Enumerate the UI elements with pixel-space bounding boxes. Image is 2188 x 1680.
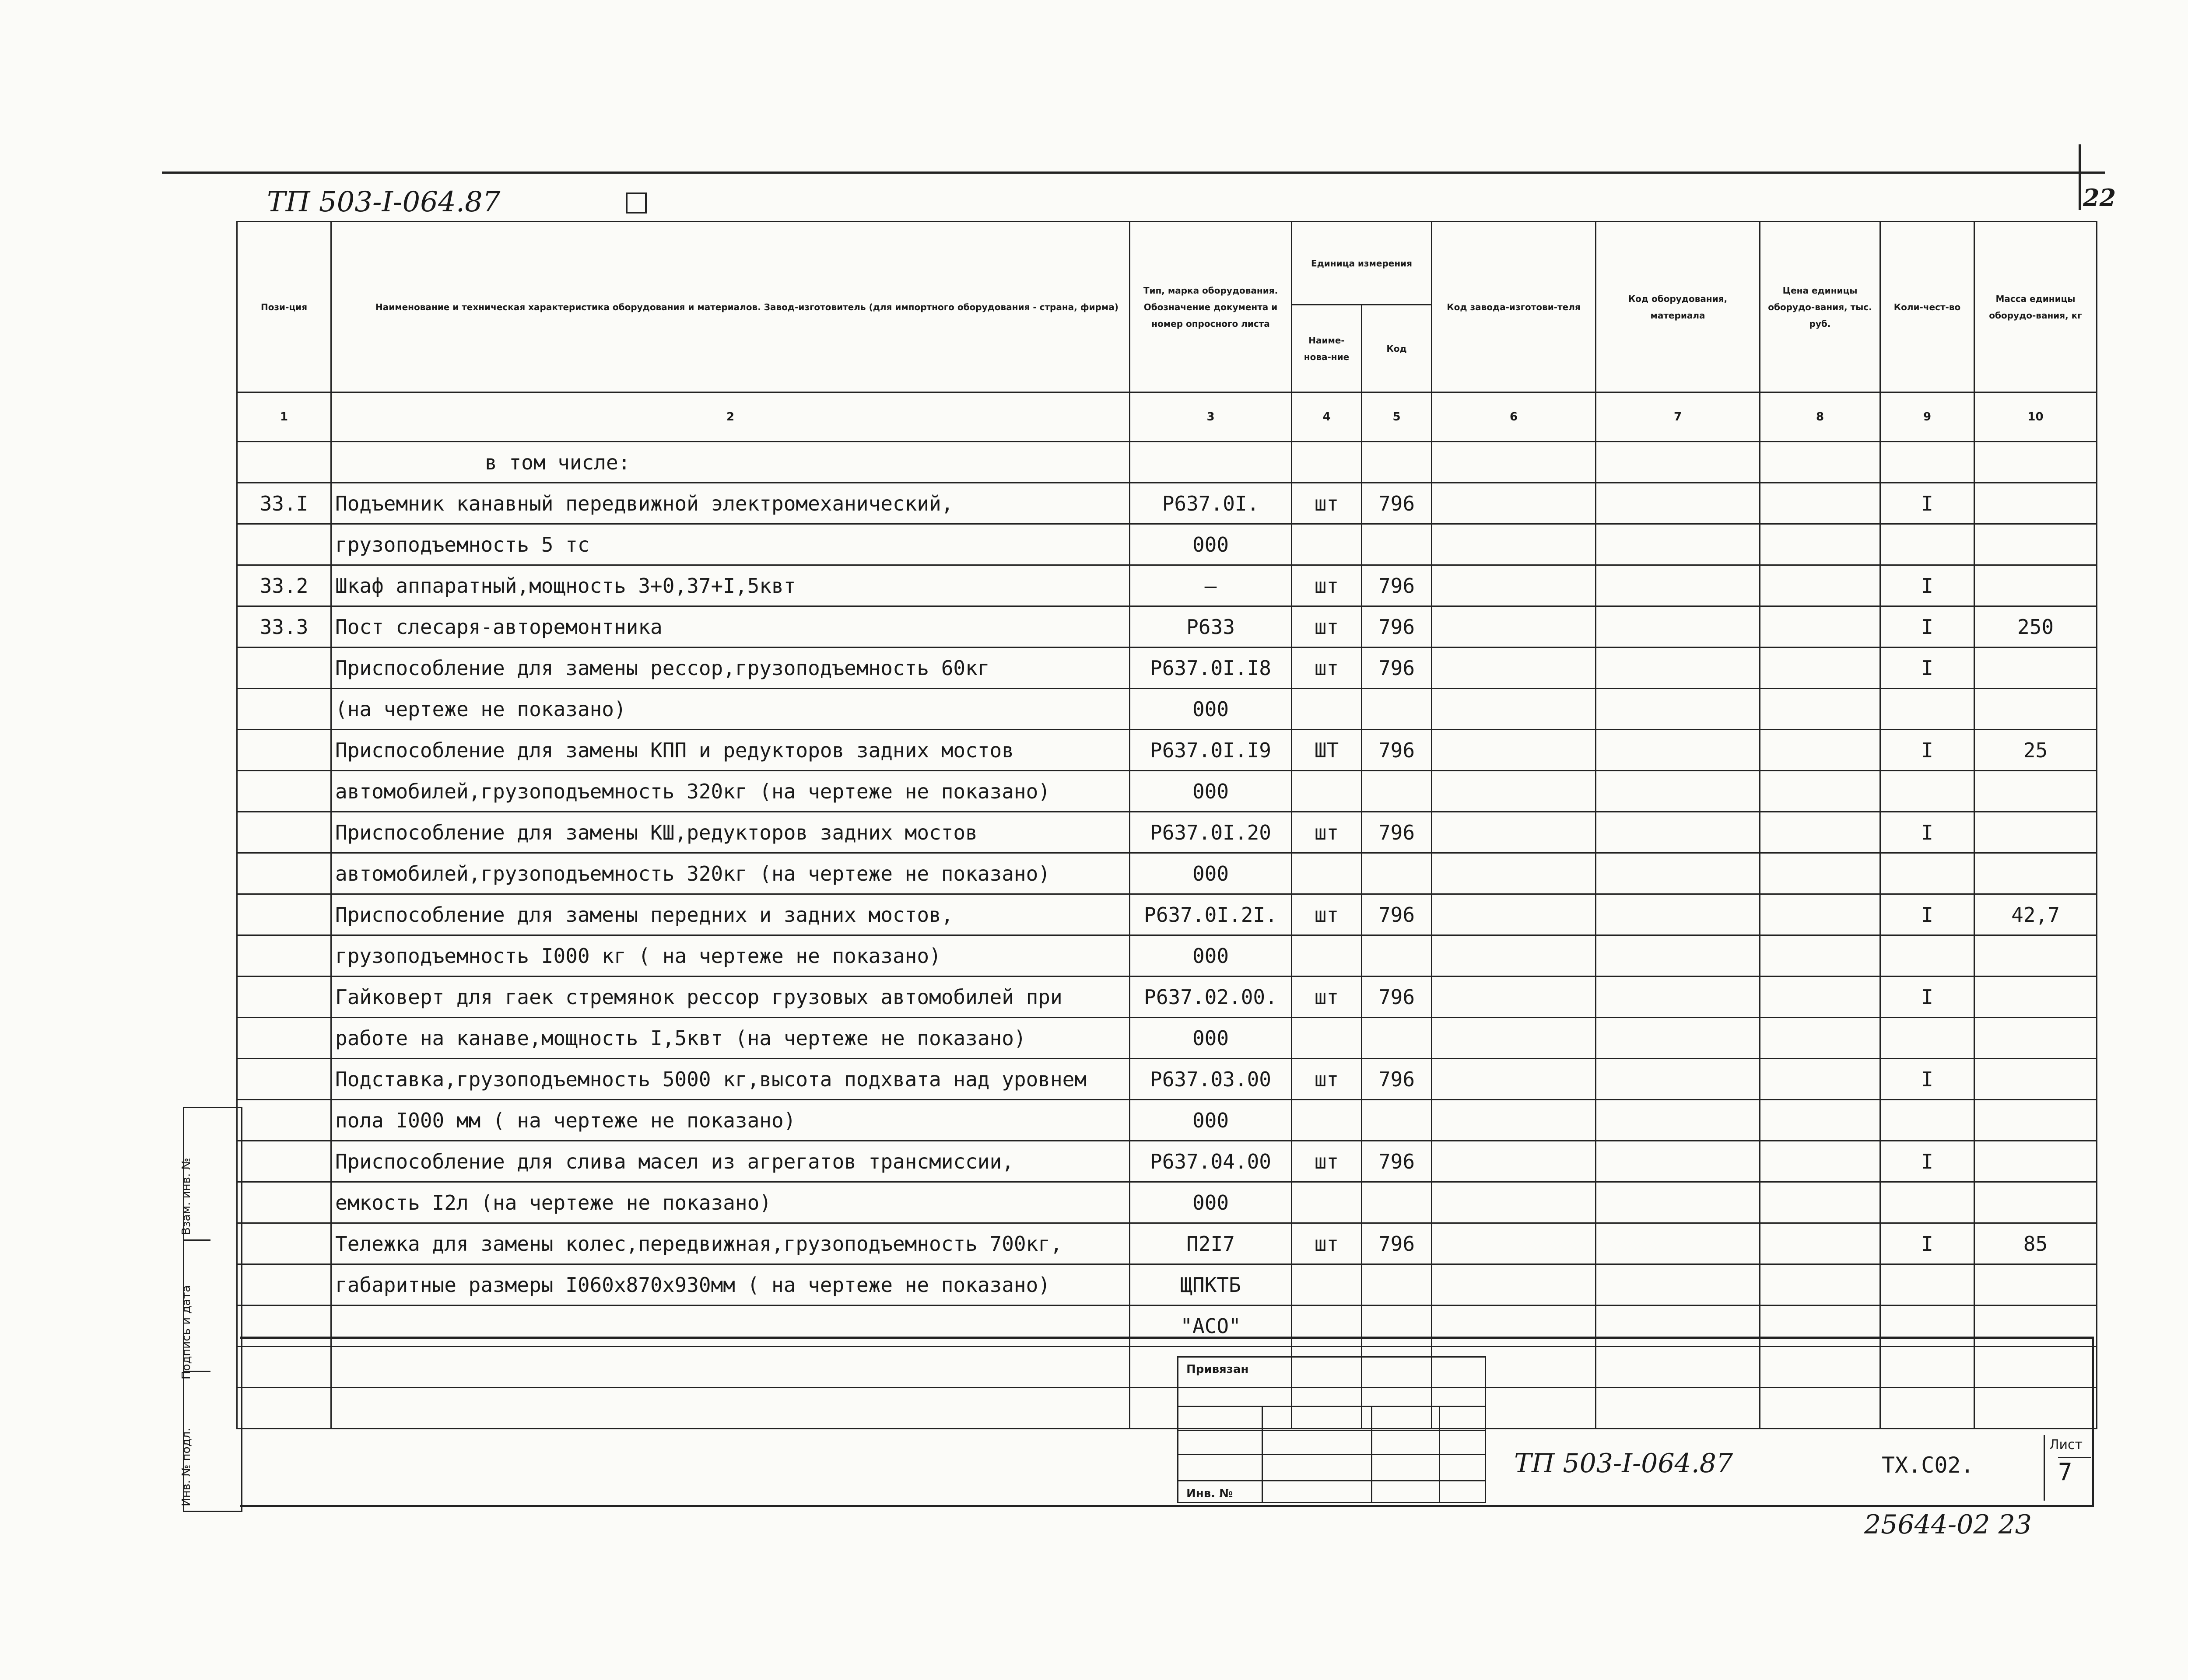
cell-factory-code xyxy=(1432,1059,1596,1100)
col-number: 1 xyxy=(237,392,331,442)
cell-factory-code xyxy=(1432,812,1596,853)
table-row xyxy=(237,1141,2097,1182)
cell-unit: шт xyxy=(1292,1059,1362,1100)
table-row xyxy=(237,606,2097,648)
col-header-factory-code: Код завода-изготови-теля xyxy=(1432,222,1596,392)
cell-quantity xyxy=(1880,1100,1974,1141)
cell-factory-code xyxy=(1432,1018,1596,1059)
top-frame-line xyxy=(162,172,2105,174)
cell-equipment-code xyxy=(1596,1223,1760,1264)
cell-price xyxy=(1760,483,1880,524)
cell-factory-code xyxy=(1432,894,1596,935)
cell-type: ЩПКТБ xyxy=(1130,1264,1292,1306)
cell-position xyxy=(237,976,331,1018)
cell-unit xyxy=(1292,1018,1362,1059)
cell-mass xyxy=(1974,771,2097,812)
col-number: 7 xyxy=(1596,392,1760,442)
col-header-name: Наименование и техническая характеристика оборудования и материалов. Завод-изготовитель (для импортного оборудования - страна, фирма) xyxy=(331,222,1130,392)
cell-quantity: I xyxy=(1880,1223,1974,1264)
cell-quantity: I xyxy=(1880,1141,1974,1182)
cell-mass: 42,7 xyxy=(1974,894,2097,935)
cell-unit xyxy=(1292,771,1362,812)
cell-factory-code xyxy=(1432,935,1596,976)
side-stamp xyxy=(180,1107,242,1512)
cell-type: Р633 xyxy=(1130,606,1292,648)
table-row xyxy=(237,648,2097,689)
cell-quantity xyxy=(1880,524,1974,565)
cell-mass: 85 xyxy=(1974,1223,2097,1264)
cell-price xyxy=(1760,976,1880,1018)
cell-mass xyxy=(1974,1264,2097,1306)
cell-unit xyxy=(1292,853,1362,894)
table-row xyxy=(237,771,2097,812)
cell-unit-code: 796 xyxy=(1362,730,1432,771)
col-header-price: Цена единицы оборудо-вания, тыс. руб. xyxy=(1760,222,1880,392)
cell-price xyxy=(1760,894,1880,935)
cell-mass xyxy=(1974,812,2097,853)
cell-unit-code xyxy=(1362,935,1432,976)
cell-unit-code: 796 xyxy=(1362,812,1432,853)
cell-quantity: I xyxy=(1880,565,1974,606)
cell-type: 000 xyxy=(1130,689,1292,730)
cell-equipment-code xyxy=(1596,976,1760,1018)
cell-mass xyxy=(1974,976,2097,1018)
cell-unit-code: 796 xyxy=(1362,565,1432,606)
column-number-row xyxy=(237,392,2097,442)
table-row xyxy=(237,853,2097,894)
cell-unit-code: 796 xyxy=(1362,894,1432,935)
cell-mass: 250 xyxy=(1974,606,2097,648)
cell-unit: шт xyxy=(1292,976,1362,1018)
cell-unit xyxy=(1292,689,1362,730)
cell-name: емкость I2л (на чертеже не показано) xyxy=(331,1182,1130,1223)
cell-type: 000 xyxy=(1130,935,1292,976)
cell-price xyxy=(1760,1223,1880,1264)
cell-price xyxy=(1760,730,1880,771)
cell-factory-code xyxy=(1432,524,1596,565)
cell-position xyxy=(237,1182,331,1223)
cell-mass xyxy=(1974,483,2097,524)
cell-quantity: I xyxy=(1880,730,1974,771)
sheet-number: 7 xyxy=(2058,1457,2091,1486)
cell-unit-code xyxy=(1362,1264,1432,1306)
sheet-label: Лист xyxy=(2049,1437,2083,1452)
cell-type xyxy=(1130,442,1292,483)
cell-factory-code xyxy=(1432,689,1596,730)
cell-price xyxy=(1760,1264,1880,1306)
table-row xyxy=(237,442,2097,483)
cell-factory-code xyxy=(1432,1223,1596,1264)
cell-equipment-code xyxy=(1596,606,1760,648)
right-frame-line xyxy=(2079,144,2081,210)
col-header-mass: Масса единицы оборудо-вания, кг xyxy=(1974,222,2097,392)
col-header-unit-group: Единица измерения xyxy=(1292,222,1432,305)
cell-mass xyxy=(1974,648,2097,689)
specification-table xyxy=(236,221,2097,1429)
cell-equipment-code xyxy=(1596,1264,1760,1306)
cell-factory-code xyxy=(1432,565,1596,606)
cell-position xyxy=(237,1223,331,1264)
table-row xyxy=(237,483,2097,524)
col-number: 3 xyxy=(1130,392,1292,442)
table-row xyxy=(237,1018,2097,1059)
cell-type: – xyxy=(1130,565,1292,606)
cell-quantity xyxy=(1880,1264,1974,1306)
cell-factory-code xyxy=(1432,771,1596,812)
cell-factory-code xyxy=(1432,1100,1596,1141)
cell-quantity: I xyxy=(1880,483,1974,524)
cell-unit xyxy=(1292,1264,1362,1306)
cell-unit-code: 796 xyxy=(1362,483,1432,524)
col-number: 8 xyxy=(1760,392,1880,442)
cell-unit-code xyxy=(1362,1018,1432,1059)
cell-position xyxy=(237,812,331,853)
cell-name: габаритные размеры I060x870x930мм ( на чертеже не показано) xyxy=(331,1264,1130,1306)
cell-factory-code xyxy=(1432,606,1596,648)
approval-inv: Инв. № xyxy=(1186,1487,1233,1500)
cell-quantity xyxy=(1880,442,1974,483)
cell-price xyxy=(1760,1100,1880,1141)
table-row xyxy=(237,976,2097,1018)
cell-name: Подъемник канавный передвижной электромеханический, xyxy=(331,483,1130,524)
cell-unit: шт xyxy=(1292,1223,1362,1264)
cell-price xyxy=(1760,1018,1880,1059)
sheet-number-top: 22 xyxy=(2083,184,2116,212)
cell-type: Р637.04.00 xyxy=(1130,1141,1292,1182)
cell-position xyxy=(237,771,331,812)
cell-unit-code: 796 xyxy=(1362,1141,1432,1182)
cell-price xyxy=(1760,853,1880,894)
cell-factory-code xyxy=(1432,976,1596,1018)
cell-price xyxy=(1760,1059,1880,1100)
col-header-unit-code: Код xyxy=(1362,305,1432,392)
cell-mass xyxy=(1974,853,2097,894)
cell-quantity xyxy=(1880,853,1974,894)
cell-unit-code xyxy=(1362,853,1432,894)
cell-position xyxy=(237,689,331,730)
side-stamp-podpis: Подпись и дата xyxy=(180,1285,193,1379)
cell-name: (на чертеже не показано) xyxy=(331,689,1130,730)
cell-name: пола I000 мм ( на чертеже не показано) xyxy=(331,1100,1130,1141)
approval-stamp xyxy=(1177,1356,1486,1503)
cell-price xyxy=(1760,771,1880,812)
cell-factory-code xyxy=(1432,1182,1596,1223)
cell-type: Р637.0I.I8 xyxy=(1130,648,1292,689)
cell-position xyxy=(237,894,331,935)
cell-price xyxy=(1760,648,1880,689)
cell-equipment-code xyxy=(1596,853,1760,894)
cell-mass xyxy=(1974,1100,2097,1141)
cell-equipment-code xyxy=(1596,524,1760,565)
cell-unit-code xyxy=(1362,524,1432,565)
table-row xyxy=(237,894,2097,935)
cell-name: автомобилей,грузоподъемность 320кг (на чертеже не показано) xyxy=(331,853,1130,894)
side-stamp-vzam: Взам. инв. № xyxy=(180,1158,193,1235)
cell-price xyxy=(1760,812,1880,853)
cell-price xyxy=(1760,524,1880,565)
cell-equipment-code xyxy=(1596,483,1760,524)
cell-unit xyxy=(1292,1100,1362,1141)
cell-mass xyxy=(1974,442,2097,483)
cell-price xyxy=(1760,1141,1880,1182)
table-row xyxy=(237,1264,2097,1306)
cell-factory-code xyxy=(1432,730,1596,771)
cell-quantity: I xyxy=(1880,606,1974,648)
col-number: 2 xyxy=(331,392,1130,442)
cell-type: П2I7 xyxy=(1130,1223,1292,1264)
cell-price xyxy=(1760,935,1880,976)
cell-factory-code xyxy=(1432,648,1596,689)
cell-unit: ШТ xyxy=(1292,730,1362,771)
cell-factory-code xyxy=(1432,483,1596,524)
cell-mass xyxy=(1974,689,2097,730)
cell-mass xyxy=(1974,935,2097,976)
col-number: 9 xyxy=(1880,392,1974,442)
cell-unit-code: 796 xyxy=(1362,1223,1432,1264)
cell-mass xyxy=(1974,524,2097,565)
table-row xyxy=(237,565,2097,606)
col-number: 5 xyxy=(1362,392,1432,442)
cell-type: "АСО" xyxy=(1130,1306,1292,1347)
title-block-frame xyxy=(240,1337,2094,1507)
cell-mass xyxy=(1974,1141,2097,1182)
cell-unit-code: 796 xyxy=(1362,976,1432,1018)
cell-position xyxy=(237,1264,331,1306)
table-row xyxy=(237,935,2097,976)
col-header-equipment-code: Код оборудования, материала xyxy=(1596,222,1760,392)
table-row xyxy=(237,730,2097,771)
cell-unit-code: 796 xyxy=(1362,606,1432,648)
cell-unit-code xyxy=(1362,689,1432,730)
cell-unit: шт xyxy=(1292,606,1362,648)
cell-quantity xyxy=(1880,689,1974,730)
cell-position xyxy=(237,1141,331,1182)
cell-price xyxy=(1760,606,1880,648)
cell-equipment-code xyxy=(1596,1059,1760,1100)
cell-position: 33.3 xyxy=(237,606,331,648)
cell-unit: шт xyxy=(1292,483,1362,524)
cell-position xyxy=(237,524,331,565)
cell-type: 000 xyxy=(1130,771,1292,812)
col-number: 10 xyxy=(1974,392,2097,442)
table-row xyxy=(237,1182,2097,1223)
cell-type: 000 xyxy=(1130,853,1292,894)
cell-factory-code xyxy=(1432,1264,1596,1306)
cell-type: 000 xyxy=(1130,1100,1292,1141)
cell-unit-code xyxy=(1362,771,1432,812)
table-row xyxy=(237,1100,2097,1141)
cell-type: 000 xyxy=(1130,1018,1292,1059)
table-row xyxy=(237,1223,2097,1264)
cell-equipment-code xyxy=(1596,442,1760,483)
col-header-type: Тип, марка оборудования. Обозначение документа и номер опросного листа xyxy=(1130,222,1292,392)
cell-position: 33.2 xyxy=(237,565,331,606)
cell-name: Подставка,грузоподъемность 5000 кг,высота подхвата над уровнем xyxy=(331,1059,1130,1100)
col-header-unit-name: Наиме-нова-ние xyxy=(1292,305,1362,392)
cell-name: грузоподъемность 5 тс xyxy=(331,524,1130,565)
cell-name: в том числе: xyxy=(331,442,1130,483)
header-stamp-mark xyxy=(626,192,647,214)
cell-price xyxy=(1760,689,1880,730)
cell-equipment-code xyxy=(1596,730,1760,771)
col-number: 4 xyxy=(1292,392,1362,442)
cell-mass xyxy=(1974,1018,2097,1059)
cell-name: Приспособление для замены КПП и редукторов задних мостов xyxy=(331,730,1130,771)
cell-position xyxy=(237,730,331,771)
col-header-position: Пози-ция xyxy=(237,222,331,392)
cell-equipment-code xyxy=(1596,1100,1760,1141)
cell-type: Р637.0I.20 xyxy=(1130,812,1292,853)
cell-price xyxy=(1760,1182,1880,1223)
cell-quantity xyxy=(1880,1182,1974,1223)
cell-equipment-code xyxy=(1596,812,1760,853)
cell-equipment-code xyxy=(1596,1018,1760,1059)
footer-doc-code: ТП 503-I-064.87 xyxy=(1514,1448,1733,1479)
cell-price xyxy=(1760,442,1880,483)
cell-quantity: I xyxy=(1880,1059,1974,1100)
header-doc-code: ТП 503-I-064.87 xyxy=(267,186,501,218)
cell-position xyxy=(237,935,331,976)
cell-name: работе на канаве,мощность I,5квт (на чертеже не показано) xyxy=(331,1018,1130,1059)
cell-unit xyxy=(1292,524,1362,565)
cell-mass xyxy=(1974,1059,2097,1100)
cell-type: Р637.03.00 xyxy=(1130,1059,1292,1100)
cell-mass xyxy=(1974,565,2097,606)
approval-title: Привязан xyxy=(1186,1363,1249,1376)
cell-quantity: I xyxy=(1880,648,1974,689)
cell-factory-code xyxy=(1432,1141,1596,1182)
cell-equipment-code xyxy=(1596,565,1760,606)
table-body xyxy=(237,442,2097,1429)
cell-unit: шт xyxy=(1292,1141,1362,1182)
cell-position xyxy=(237,1059,331,1100)
cell-position: 33.I xyxy=(237,483,331,524)
cell-name: Приспособление для замены рессор,грузоподъемность 60кг xyxy=(331,648,1130,689)
cell-unit xyxy=(1292,1182,1362,1223)
cell-unit-code xyxy=(1362,442,1432,483)
cell-mass xyxy=(1974,1182,2097,1223)
table-row xyxy=(237,1059,2097,1100)
cell-quantity xyxy=(1880,771,1974,812)
cell-factory-code xyxy=(1432,442,1596,483)
cell-name: Гайковерт для гаек стремянок рессор грузовых автомобилей при xyxy=(331,976,1130,1018)
cell-equipment-code xyxy=(1596,689,1760,730)
cell-type: Р637.0I.I9 xyxy=(1130,730,1292,771)
cell-unit-code xyxy=(1362,1100,1432,1141)
cell-unit: шт xyxy=(1292,648,1362,689)
cell-unit xyxy=(1292,442,1362,483)
cell-position xyxy=(237,648,331,689)
cell-type: 000 xyxy=(1130,1182,1292,1223)
table-row xyxy=(237,524,2097,565)
cell-type: Р637.02.00. xyxy=(1130,976,1292,1018)
cell-name: Пост слесаря-авторемонтника xyxy=(331,606,1130,648)
cell-name: Приспособление для замены КШ,редукторов задних мостов xyxy=(331,812,1130,853)
cell-name: автомобилей,грузоподъемность 320кг (на чертеже не показано) xyxy=(331,771,1130,812)
cell-quantity xyxy=(1880,1018,1974,1059)
cell-equipment-code xyxy=(1596,648,1760,689)
cell-equipment-code xyxy=(1596,1182,1760,1223)
cell-name: Приспособление для слива масел из агрегатов трансмиссии, xyxy=(331,1141,1130,1182)
cell-unit xyxy=(1292,935,1362,976)
table-row xyxy=(237,689,2097,730)
cell-unit-code xyxy=(1362,1182,1432,1223)
cell-factory-code xyxy=(1432,853,1596,894)
cell-unit-code: 796 xyxy=(1362,648,1432,689)
cell-type: Р637.0I. xyxy=(1130,483,1292,524)
table-row xyxy=(237,812,2097,853)
cell-equipment-code xyxy=(1596,894,1760,935)
side-stamp-inv-podl: Инв. № подл. xyxy=(180,1428,193,1506)
footer-doc-tx: ТХ.С02. xyxy=(1882,1452,1974,1478)
cell-position xyxy=(237,1100,331,1141)
cell-name: грузоподъемность I000 кг ( на чертеже не показано) xyxy=(331,935,1130,976)
cell-equipment-code xyxy=(1596,935,1760,976)
cell-price xyxy=(1760,565,1880,606)
cell-name: Тележка для замены колес,передвижная,грузоподъемность 700кг, xyxy=(331,1223,1130,1264)
col-header-quantity: Коли-чест-во xyxy=(1880,222,1974,392)
cell-quantity: I xyxy=(1880,812,1974,853)
cell-type: 000 xyxy=(1130,524,1292,565)
cell-position xyxy=(237,853,331,894)
cell-equipment-code xyxy=(1596,1141,1760,1182)
cell-mass: 25 xyxy=(1974,730,2097,771)
cell-type: Р637.0I.2I. xyxy=(1130,894,1292,935)
cell-unit: шт xyxy=(1292,565,1362,606)
cell-position xyxy=(237,442,331,483)
cell-unit: шт xyxy=(1292,894,1362,935)
cell-quantity: I xyxy=(1880,894,1974,935)
cell-position xyxy=(237,1018,331,1059)
cell-name: Шкаф аппаратный,мощность 3+0,37+I,5квт xyxy=(331,565,1130,606)
cell-unit: шт xyxy=(1292,812,1362,853)
cell-quantity xyxy=(1880,935,1974,976)
col-number: 6 xyxy=(1432,392,1596,442)
cell-equipment-code xyxy=(1596,771,1760,812)
cell-name: Приспособление для замены передних и задних мостов, xyxy=(331,894,1130,935)
archive-number: 25644-02 23 xyxy=(1864,1509,2032,1540)
sheet-box xyxy=(2044,1435,2091,1501)
cell-unit-code: 796 xyxy=(1362,1059,1432,1100)
cell-quantity: I xyxy=(1880,976,1974,1018)
